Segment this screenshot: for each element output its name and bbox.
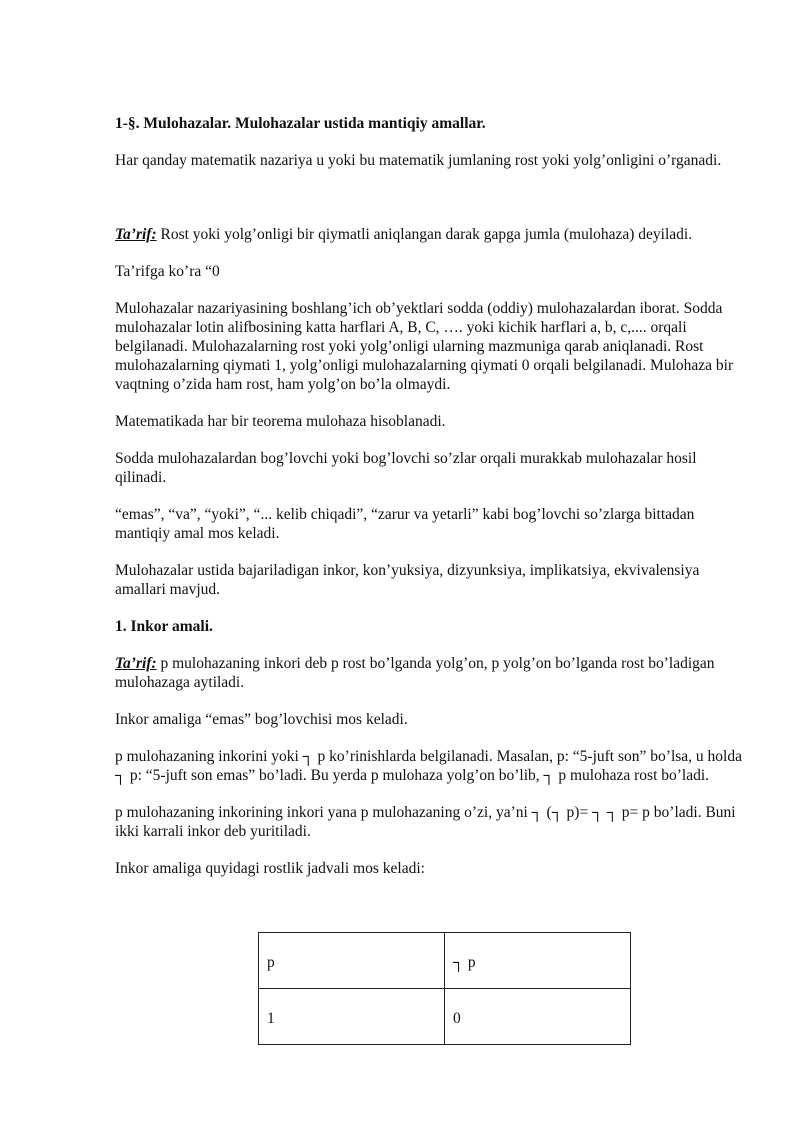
- table-header-row: [259, 933, 631, 989]
- document-body: [115, 114, 745, 878]
- definition-text: Rost yoki yolg’onligi bir qiymatli aniqlangan darak gapga jumla (mulohaza) deyiladi.: [156, 226, 693, 243]
- truth-table: [258, 932, 631, 1045]
- basic-paragraph: Mulohazalar nazariyasining boshlang’ich ob’yektlari sodda (oddiy) mulohazalardan iborat. Sodda mulohazalar lotin alifbosining katta harflari A, B, C, …. yoki kichik harflari a, b, c,.... orqali belgilanadi. Mulohazalarning rost yoki yolg’onligi ularning mazmuniga qarab aniqlanadi. Rost mulohazalarning qiymati 1, yolg’onligi mulohazalarning qiymati 0 orqali belgilanadi. Mulohaza bir vaqtning o’zida ham rost, ham yolg’on bo’la olmaydi.: [115, 300, 734, 393]
- section-heading: 1-§. Mulohazalar. Mulohazalar ustida mantiqiy amallar.: [115, 115, 486, 132]
- table-header-cell: p: [259, 933, 445, 989]
- table-row: [259, 989, 631, 1045]
- tarifga-paragraph: Ta’rifga ko’ra “0: [115, 263, 220, 280]
- emas-paragraph: Inkor amaliga “emas” bog’lovchisi mos keladi.: [115, 711, 408, 728]
- definition-2: [115, 654, 745, 692]
- subsection-heading: 1. Inkor amali.: [115, 618, 213, 635]
- table-cell: 0: [445, 989, 631, 1045]
- table-intro-paragraph: Inkor amaliga quyidagi rostlik jadvali mos keladi:: [115, 860, 425, 877]
- table-cell: 1: [259, 989, 445, 1045]
- connectives-paragraph: “emas”, “va”, “yoki”, “... kelib chiqadi”, “zarur va yetarli” kabi bog’lovchi so’zlarga bittadan mantiqiy amal mos keladi.: [115, 506, 695, 542]
- definition-1: [115, 225, 745, 244]
- definition-label: Ta’rif:: [115, 655, 157, 672]
- intro-paragraph: Har qanday matematik nazariya u yoki bu matematik jumlaning rost yoki yolg’onligini o’rganadi.: [115, 152, 722, 169]
- definition-text: p mulohazaning inkori deb p rost bo’lganda yolg’on, p yolg’on bo’lganda rost bo’ladigan mulohazaga aytiladi.: [115, 655, 715, 691]
- double-negation-paragraph: p mulohazaning inkorining inkori yana p mulohazaning o’zi, ya’ni ┐ (┐ p)= ┐ ┐ p= p bo’ladi. Buni ikki karrali inkor deb yuritiladi.: [115, 804, 736, 840]
- theorem-paragraph: Matematikada har bir teorema mulohaza hisoblanadi.: [115, 413, 446, 430]
- definition-label: Ta’rif:: [115, 226, 157, 243]
- notation-paragraph: p mulohazaning inkorini yoki ┐ p ko’rinishlarda belgilanadi. Masalan, p: “5-juft son” bo’lsa, u holda ┐ p: “5-juft son emas” bo’ladi. Bu yerda p mulohaza yolg’on bo’lib, ┐ p mulohaza rost bo’ladi.: [115, 748, 742, 784]
- compound-paragraph: Sodda mulohazalardan bog’lovchi yoki bog’lovchi so’zlar orqali murakkab mulohazalar hosil qilinadi.: [115, 450, 697, 486]
- operations-paragraph: Mulohazalar ustida bajariladigan inkor, kon’yuksiya, dizyunksiya, implikatsiya, ekvivalensiya amallari mavjud.: [115, 562, 700, 598]
- table-header-cell: ┐ p: [445, 933, 631, 989]
